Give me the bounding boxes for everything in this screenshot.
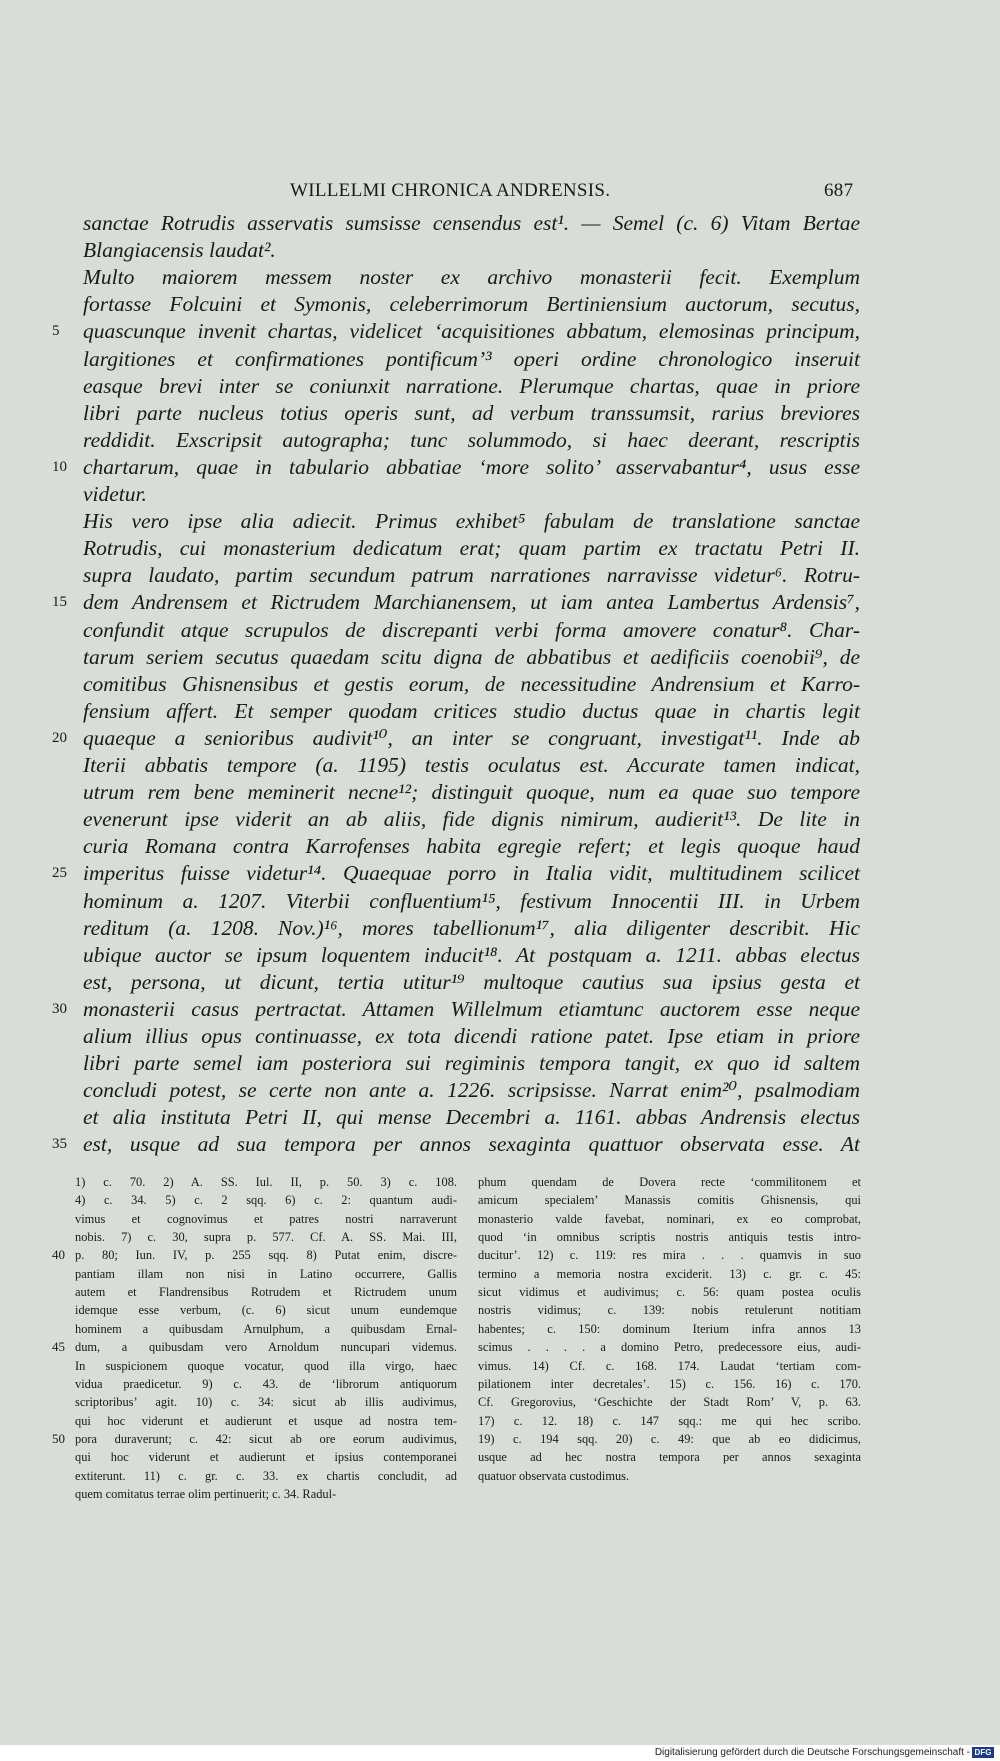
line-number: 25 [52,865,67,882]
body-line: videtur. [83,482,147,506]
body-line: fensium affert. Et semper quodam critices studio ductus quae in chartis legit [83,698,860,723]
body-line: evenerunt ipse viderit an ab aliis, fide dignis nimirum, audierit¹³. De lite in [83,807,860,832]
line-number: 20 [52,729,67,746]
body-line: concludi potest, se certe non ante a. 1226. scripsisse. Narrat enim²⁰, psalmodiam [83,1078,860,1103]
footnote-line: quod ‘in omnibus scriptis nostris antiquis testis intro- [478,1230,861,1245]
body-line: Multo maiorem messem noster ex archivo monasterii fecit. Exemplum [83,265,860,290]
body-line: hominum a. 1207. Viterbii confluentium¹⁵, festivum Innocentii III. in Urbem [83,888,860,913]
line-number: 30 [52,1000,67,1017]
body-line: utrum rem bene meminerit necne¹²; distinguit quoque, num ea quae suo tempore [83,780,860,805]
footnote-line: 1) c. 70. 2) A. SS. Iul. II, p. 50. 3) c. 108. [75,1175,457,1189]
footnote-line: vimus et cognovimus et patres nostri narraverunt [75,1211,457,1226]
footnote-line: scimus . . . . a domino Petro, predecessore eius, audi- [478,1340,861,1355]
footnote-line: nostris vidimus; c. 139: nobis retulerunt notitiam [478,1303,861,1318]
body-line: tarum seriem secutus quaedam scitu digna de abbatibus et aedificiis coenobii⁹, de [83,644,860,669]
footnote-line: vidua praedicetur. 9) c. 43. de ‘librorum antiquorum [75,1376,457,1391]
body-line: monasterii casus pertractat. Attamen Willelmum etiamtunc auctorem esse neque [83,996,860,1021]
footnote-line: extiterunt. 11) c. gr. c. 33. ex chartis concludit, ad [75,1468,457,1483]
body-line: chartarum, quae in tabulario abbatiae ‘more solito’ asservabantur⁴, usus esse [83,454,860,479]
body-line: est, usque ad sua tempora per annos sexaginta quattuor observata esse. At [83,1132,860,1157]
footnote-line: p. 80; Iun. IV, p. 255 sqq. 8) Putat enim, discre- [75,1248,457,1263]
footnote-line: qui hoc viderunt et audierunt et ipsius contemporanei [75,1450,457,1465]
footnote-line: In suspicionem quoque vocatur, quod illa virgo, haec [75,1358,457,1373]
page-number: 687 [824,180,854,201]
footnote-line: nobis. 7) c. 30, supra p. 577. Cf. A. SS. Mai. III, [75,1230,457,1245]
footnote-line: quem comitatus terrae olim pertinuerit; c. 34. Radul- [75,1486,337,1501]
body-line: His vero ipse alia adiecit. Primus exhibet⁵ fabulam de translatione sanctae [83,509,860,534]
body-line: Iterii abbatis tempore (a. 1195) testis oculatus est. Accurate tamen indicat, [83,753,860,777]
footnote-line: dum, a quibusdam vero Arnoldum nuncupari videmus. [75,1340,457,1355]
body-line: confundit atque scrupulos de discrepanti verbi forma amovere conatur⁸. Char- [83,617,860,642]
footnote-line-number: 45 [52,1339,65,1355]
footnote-line: quatuor observata custodimus. [478,1468,630,1483]
body-line: curia Romana contra Karrofenses habita egregie refert; et legis quoque haud [83,834,860,859]
body-line: comitibus Ghisnensibus et gestis eorum, de necessitudine Andrensium et Karro- [83,671,860,696]
footnote-line-number: 40 [52,1247,65,1263]
footnote-line: hominem a quibusdam Arnulphum, a quibusdam Ernal- [75,1321,457,1336]
dfg-logo: DFG [972,1747,994,1758]
body-line: libri parte nucleus totius operis sunt, ad verbum transsumsit, rarius breviores [83,400,860,425]
body-line: reddidit. Exscripsit autographa; tunc solummodo, si haec deerant, rescriptis [83,427,860,452]
body-line: reditum (a. 1208. Nov.)¹⁶, mores tabellionum¹⁷, alia diligenter describit. Hic [83,915,860,940]
footnote-line: pantiam illam non nisi in Latino occurrere, Gallis [75,1266,457,1281]
footnote-line: 4) c. 34. 5) c. 2 sqq. 6) c. 2: quantum audi- [75,1193,457,1208]
line-number: 5 [52,323,60,340]
footnote-line: pilationem inter decretales’. 15) c. 156. 16) c. 170. [478,1376,861,1391]
body-line: easque brevi inter se coniunxit narratione. Plerumque chartas, quae in priore [83,373,860,398]
body-line: fortasse Folcuini et Symonis, celeberrimorum Bertiniensium auctorum, secutus, [83,292,860,317]
footnote-line: 19) c. 194 sqq. 20) c. 49: que ab eo didicimus, [478,1431,861,1446]
body-line: imperitus fuisse videtur¹⁴. Quaequae porro in Italia vidit, multitudinem scilicet [83,861,860,886]
footnote-line: pora duraverunt; c. 42: sicut ab ore eorum audivimus, [75,1431,457,1446]
body-line: Blangiacensis laudat². [83,238,276,263]
footnote-line: vimus. 14) Cf. c. 168. 174. Laudat ‘tertiam com- [478,1358,861,1373]
footnote-line: termino a memoria nostra exciderit. 13) c. gr. c. 45: [478,1266,861,1281]
line-number: 35 [52,1136,67,1153]
footer-credit: Digitalisierung gefördert durch die Deutsche Forschungsgemeinschaft - [654,1747,970,1758]
footnote-line: Cf. Gregorovius, ‘Geschichte der Stadt Rom’ V, p. 63. [478,1395,861,1410]
footnote-line: scriptoribus’ agit. 10) c. 34: sicut ab illis audivimus, [75,1395,457,1410]
line-number: 10 [52,458,67,475]
footnote-line: qui hoc viderunt et audierunt et usque ad nostra tem- [75,1413,457,1428]
running-title: WILLELMI CHRONICA ANDRENSIS. [290,180,611,201]
footnote-line: idemque esse verbum, (c. 6) sicut unum eundemque [75,1303,457,1318]
footnote-line: phum quendam de Dovera recte ‘commilitonem et [478,1175,861,1189]
body-line: supra laudato, partim secundum patrum narrationes narravisse videtur⁶. Rotru- [83,563,860,588]
running-header [0,180,1000,206]
body-line: alium illius opus continuasse, ex tota dicendi ratione patet. Ipse etiam in priore [83,1024,860,1048]
body-line: Rotrudis, cui monasterium dedicatum erat; quam partim ex tractatu Petri II. [83,536,860,561]
body-line: quascunque invenit chartas, videlicet ‘acquisitiones abbatum, elemosinas principum, [83,319,860,344]
body-line: et alia instituta Petri II, qui mense Decembri a. 1161. abbas Andrensis electus [83,1105,860,1130]
footnote-line: monasterio valde favebat, nominari, ex eo comprobat, [478,1211,861,1226]
body-line: quaeque a senioribus audivit¹⁰, an inter se congruant, investigat¹¹. Inde ab [83,725,860,750]
footnote-line: ducitur’. 12) c. 119: res mira . . . quamvis in suo [478,1248,861,1263]
body-line: largitiones et confirmationes pontificum’³ operi ordine chronologico inseruit [83,346,860,371]
body-line: dem Andrensem et Rictrudem Marchianensem, ut iam antea Lambertus Ardensis⁷, [83,590,860,615]
footnote-line: sicut vidimus et audivimus; c. 56: quam postea oculis [478,1285,861,1300]
footnote-line: habentes; c. 150: dominum Iterium infra annos 13 [478,1321,861,1336]
body-line: sanctae Rotrudis asservatis sumsisse censendus est¹. — Semel (c. 6) Vitam Bertae [83,211,860,235]
footnote-line: amicum specialem’ Manassis comitis Ghisnensis, qui [478,1193,861,1208]
line-number: 15 [52,594,67,611]
footnote-line: autem et Flandrensibus Rotrudem et Rictrudem unum [75,1285,457,1300]
body-line: ubique auctor se ipsum loquentem inducit¹⁸. At postquam a. 1211. abbas electus [83,942,860,967]
footnote-line-number: 50 [52,1430,65,1446]
body-line: est, persona, ut dicunt, tertia utitur¹⁹ multoque cautius sua ipsius gesta et [83,969,860,994]
footnote-line: usque ad hec nostra tempora per annos sexaginta [478,1450,861,1465]
footnote-line: 17) c. 12. 18) c. 147 sqq.: me qui hec scribo. [478,1413,861,1428]
body-line: libri parte semel iam posteriora sui regiminis tempora tangit, ex quo id saltem [83,1051,860,1076]
